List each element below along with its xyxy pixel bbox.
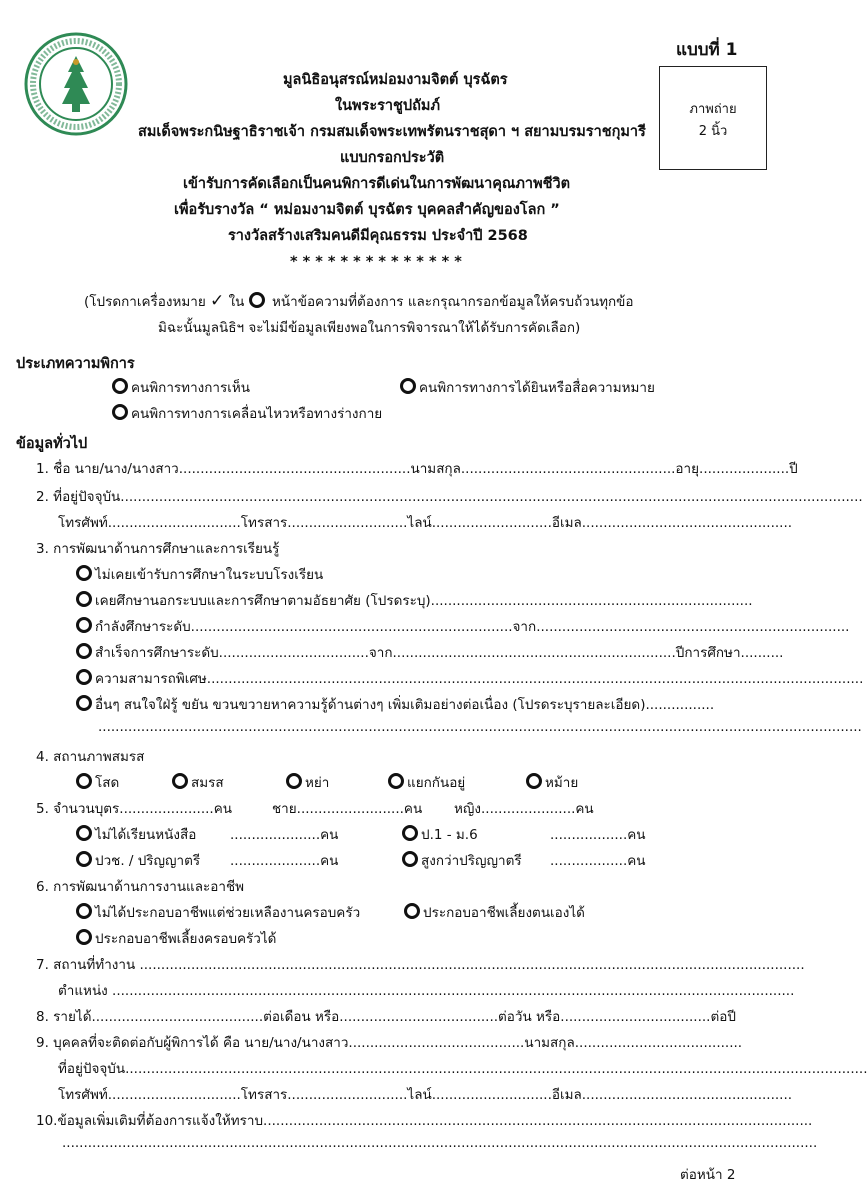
children-option-bachelor[interactable] (76, 849, 200, 871)
radio-icon[interactable] (388, 773, 404, 789)
option-label: ไม่ได้เรียนหนังสือ (95, 827, 197, 843)
option-label: สำเร็จการศึกษาระดับ...................................จาก..................................................................ปีการศึกษา.......... (95, 645, 784, 661)
field-address-row[interactable]: 2. ที่อยู่ปัจจุบัน............................................................................................................................................................................. (36, 489, 863, 505)
photo-box-line1: ภาพถ่าย (689, 102, 737, 117)
radio-icon[interactable] (400, 378, 416, 394)
option-label: ป.1 - ม.6 (421, 827, 478, 843)
education-option-2[interactable] (76, 589, 753, 611)
education-option-1[interactable] (76, 563, 323, 585)
marital-heading: 4. สถานภาพสมรส (36, 749, 145, 765)
radio-icon[interactable] (112, 404, 128, 420)
header-line-7: รางวัลสร้างเสริมคนดีมีคุณธรรม ประจำปี 2568 (228, 228, 528, 244)
radio-icon[interactable] (286, 773, 302, 789)
instruction-text-a: (โปรดกาเครื่องหมาย (84, 294, 206, 310)
position-field[interactable]: ตำแหน่ง ............................................................................................................................................................... (58, 983, 795, 999)
foundation-logo (24, 32, 128, 136)
children-bachelor-count[interactable]: .....................คน (230, 853, 339, 869)
header-line-3: สมเด็จพระกนิษฐาธิราชเจ้า กรมสมเด็จพระเทพรัตนราชสุดา ฯ สยามบรมราชกุมารี (138, 124, 646, 140)
disability-option-visual[interactable] (112, 376, 250, 398)
contact-phone-field[interactable]: โทรศัพท์...............................โทรสาร............................ไลน์............................อีเมล................................................. (58, 1087, 793, 1103)
education-option-6[interactable] (76, 693, 714, 715)
additional-info-continued[interactable]: ................................................................................................................................................................................ (62, 1135, 818, 1151)
children-option-above-bachelor[interactable] (402, 849, 522, 871)
photo-box (659, 66, 767, 170)
radio-icon[interactable] (76, 929, 92, 945)
marital-option-widowed[interactable] (526, 771, 578, 793)
children-above-bachelor-count[interactable]: ..................คน (550, 853, 646, 869)
option-label: คนพิการทางการเคลื่อนไหวหรือทางร่างกาย (131, 406, 383, 422)
option-label: สูงกว่าปริญญาตรี (421, 853, 522, 869)
radio-icon[interactable] (112, 378, 128, 394)
children-male-field[interactable]: ชาย.........................คน (272, 801, 423, 817)
instruction-line-2: มิฉะนั้นมูลนิธิฯ จะไม่มีข้อมูลเพียงพอในการพิจารณาให้ได้รับการคัดเลือก) (158, 320, 581, 336)
header-stars: * * * * * * * * * * * * * * (290, 254, 462, 270)
disability-section-title: ประเภทความพิการ (16, 356, 135, 372)
radio-icon[interactable] (76, 773, 92, 789)
radio-icon[interactable] (76, 591, 92, 607)
header-line-6: เพื่อรับรางวัล “ หม่อมงามจิตต์ บุรฉัตร บุคคลสำคัญของโลก ” (174, 202, 560, 218)
option-label: โสด (95, 775, 120, 791)
career-heading: 6. การพัฒนาด้านการงานและอาชีพ (36, 879, 245, 895)
education-option-4[interactable] (76, 641, 784, 663)
workplace-field[interactable]: 7. สถานที่ทำงาน ........................................................................................................................................................... (36, 957, 805, 973)
header-line-1: มูลนิธิอนุสรณ์หม่อมงามจิตต์ บุรฉัตร (283, 72, 508, 88)
instruction-line-1 (84, 290, 634, 312)
instruction-text-c: หน้าข้อความที่ต้องการ และกรุณากรอกข้อมูลให้ครบถ้วนทุกข้อ (272, 294, 634, 310)
contact-address-field[interactable]: ที่อยู่ปัจจุบัน............................................................................................................................................................................. (58, 1061, 868, 1077)
instruction-text-b: ใน (228, 294, 245, 310)
radio-icon[interactable] (76, 851, 92, 867)
radio-icon[interactable] (402, 851, 418, 867)
radio-icon[interactable] (526, 773, 542, 789)
option-label: คนพิการทางการเห็น (131, 380, 250, 396)
income-field[interactable]: 8. รายได้........................................ต่อเดือน หรือ.....................................ต่อวัน หรือ...................................ต่อปี (36, 1009, 736, 1025)
radio-icon[interactable] (402, 825, 418, 841)
career-option-1[interactable] (76, 901, 360, 923)
radio-icon[interactable] (76, 825, 92, 841)
option-label: อื่นๆ สนใจใฝ่รู้ ขยัน ขวนขวายหาความรู้ด้านต่างๆ เพิ่มเติมอย่างต่อเนื่อง (โปรดระบุรายละเอียด)................ (95, 697, 715, 713)
check-mark-icon: ✓ (210, 291, 225, 311)
children-female-field[interactable]: หญิง......................คน (454, 801, 594, 817)
option-label: ไม่ได้ประกอบอาชีพแต่ช่วยเหลืองานครอบครัว (95, 905, 361, 921)
radio-icon[interactable] (76, 669, 92, 685)
children-no-school-count[interactable]: .....................คน (230, 827, 339, 843)
education-option-3[interactable] (76, 615, 850, 637)
option-label: ประกอบอาชีพเลี้ยงตนเองได้ (423, 905, 585, 921)
marital-option-separated[interactable] (388, 771, 465, 793)
disability-option-physical[interactable] (112, 402, 382, 424)
marital-option-divorced[interactable] (286, 771, 329, 793)
option-label: หม้าย (545, 775, 579, 791)
field-contact-row[interactable]: โทรศัพท์...............................โทรสาร............................ไลน์............................อีเมล................................................. (58, 515, 793, 531)
contact-person-field[interactable]: 9. บุคคลที่จะติดต่อกับผู้พิการได้ คือ นาย/นาง/นางสาว.........................................นามสกุล....................................... (36, 1035, 743, 1051)
header-line-2: ในพระราชูปถัมภ์ (335, 98, 440, 114)
option-label: กำลังศึกษาระดับ...........................................................................จาก......................................................................... (95, 619, 850, 635)
field-name-row[interactable]: 1. ชื่อ นาย/นาง/นางสาว......................................................นามสกุล..................................................อายุ.....................ปี (36, 461, 798, 477)
education-option-5[interactable] (76, 667, 864, 689)
career-option-2[interactable] (404, 901, 585, 923)
marital-option-single[interactable] (76, 771, 119, 793)
radio-icon[interactable] (404, 903, 420, 919)
header-line-5: เข้ารับการคัดเลือกเป็นคนพิการดีเด่นในการพัฒนาคุณภาพชีวิต (183, 176, 571, 192)
children-option-no-school[interactable] (76, 823, 196, 845)
option-label: คนพิการทางการได้ยินหรือสื่อความหมาย (419, 380, 655, 396)
marital-option-married[interactable] (172, 771, 224, 793)
option-label: ประกอบอาชีพเลี้ยงครอบครัวได้ (95, 931, 277, 947)
education-heading: 3. การพัฒนาด้านการศึกษาและการเรียนรู้ (36, 541, 280, 557)
option-label: แยกกันอยู่ (407, 775, 466, 791)
radio-icon[interactable] (76, 903, 92, 919)
form-number: แบบที่ 1 (676, 40, 738, 60)
option-label: เคยศึกษานอกระบบและการศึกษาตามอัธยาศัย (โปรดระบุ)........................................................................... (95, 593, 753, 609)
photo-box-line2: 2 นิ้ว (698, 124, 728, 139)
radio-icon[interactable] (172, 773, 188, 789)
continue-page-note: ต่อหน้า 2 (680, 1167, 736, 1183)
option-label: สมรส (191, 775, 224, 791)
option-label: ไม่เคยเข้ารับการศึกษาในระบบโรงเรียน (95, 567, 324, 583)
header-line-4: แบบกรอกประวัติ (340, 150, 445, 166)
option-label: ปวช. / ปริญญาตรี (95, 853, 201, 869)
disability-option-hearing[interactable] (400, 376, 655, 398)
additional-info-field[interactable]: 10.ข้อมูลเพิ่มเติมที่ต้องการแจ้งให้ทราบ................................................................................................................................ (36, 1113, 813, 1129)
education-option-6-continued[interactable]: .................................................................................................................................................................................. (98, 719, 862, 735)
radio-icon[interactable] (76, 617, 92, 633)
children-primary-count[interactable]: ..................คน (550, 827, 646, 843)
career-option-3[interactable] (76, 927, 276, 949)
children-option-primary[interactable] (402, 823, 478, 845)
option-label: หย่า (305, 775, 330, 791)
option-label: ความสามารถพิเศษ......................................................................................................................................................... (95, 671, 864, 687)
radio-icon[interactable] (76, 643, 92, 659)
radio-icon[interactable] (76, 695, 92, 711)
radio-icon[interactable] (76, 565, 92, 581)
general-section-title: ข้อมูลทั่วไป (16, 436, 88, 452)
radio-circle-icon (249, 292, 265, 308)
children-count-field[interactable]: 5. จำนวนบุตร......................คน (36, 801, 232, 817)
